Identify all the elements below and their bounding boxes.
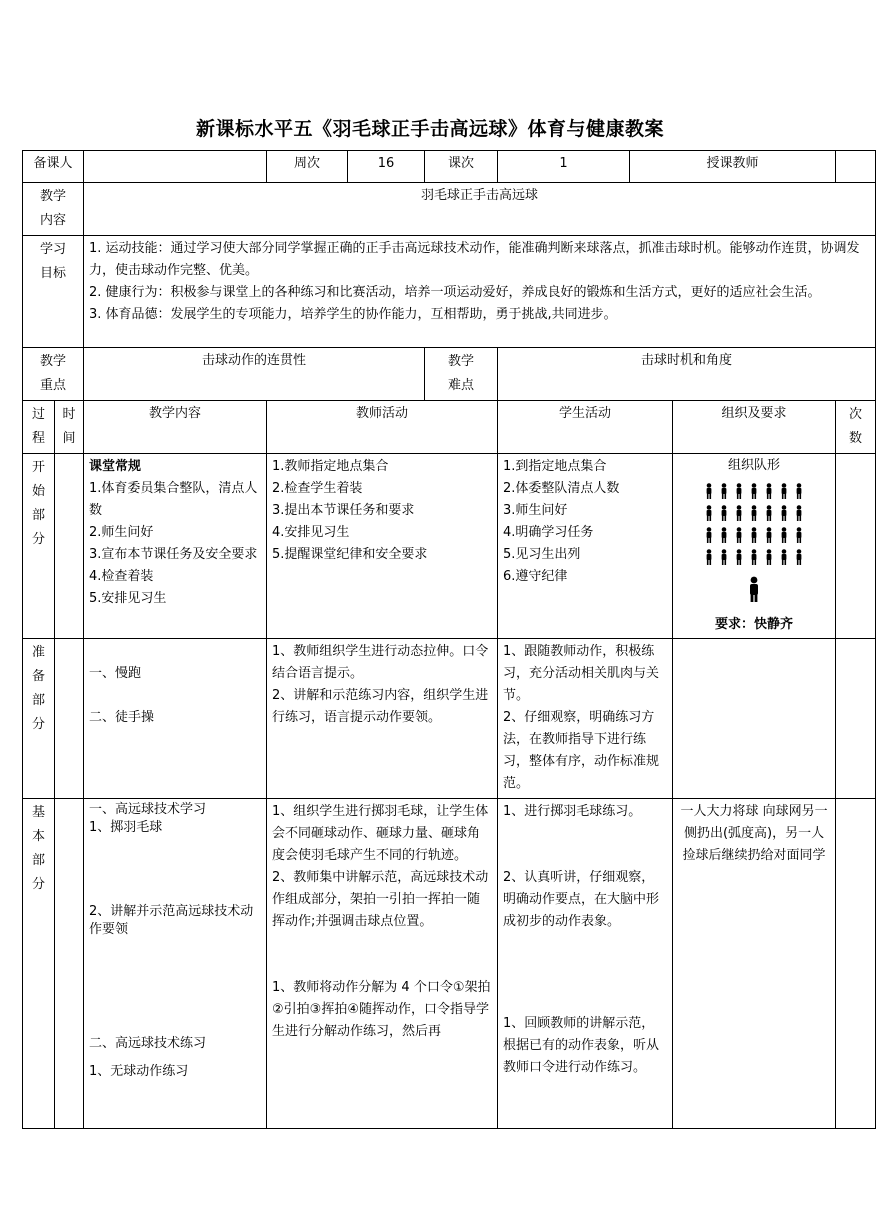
prep-organization — [673, 639, 836, 799]
prep-teacher: 1、教师组织学生进行动态拉伸。口令结合语言提示。 2、讲解和示范练习内容，组织学生进行练习，语言提示动作要领。 — [267, 639, 498, 799]
content-value: 羽毛球正手击高远球 — [84, 183, 876, 236]
basic-teacher: 1、组织学生进行掷羽毛球，让学生体会不同砸球动作、砸球力量、砸球角度会使羽毛球产生不同的行轨迹。 2、教师集中讲解示范，高远球技术动作组成部分，架拍一引拍一挥拍一随挥动作;并强调击球点位置。 1、教师将动作分解为 4 个口令①架拍②引拍③挥拍④随挥动作，口令指导学生进行分解动作练习，然后再 — [267, 799, 498, 1129]
basic-time — [55, 799, 84, 1129]
student-figure-icon — [719, 505, 729, 521]
student-figure-icon — [704, 505, 714, 521]
start-section-label: 开 始 部 分 — [23, 454, 55, 639]
student-figure-icon — [764, 549, 774, 565]
formation-title: 组织队形 — [728, 458, 781, 473]
difficulty-value: 击球时机和角度 — [498, 348, 876, 401]
basic-student: 1、进行掷羽毛球练习。 2、认真听讲，仔细观察，明确动作要点，在大脑中形成初步的动作表象。 1、回顾教师的讲解示范，根据已有的动作表象，听从教师口令进行动作练习。 — [498, 799, 673, 1129]
student-figure-icon — [749, 483, 759, 499]
column-header-row — [23, 401, 876, 454]
week-label: 周次 — [267, 151, 348, 183]
key-points-value: 击球动作的连贯性 — [84, 348, 425, 401]
prep-section-label: 准 备 部 分 — [23, 639, 55, 799]
basic-section-row — [23, 799, 876, 1129]
student-figure-icon — [749, 549, 759, 565]
start-content: 课堂常规 1.体育委员集合整队，清点人数 2.师生问好 3.宣布本节课任务及安全要求 4.检查着装 5.安排见习生 — [84, 454, 267, 639]
prep-count — [836, 639, 876, 799]
objectives-label: 学习 目标 — [23, 236, 84, 348]
difficulty-label: 教学 难点 — [425, 348, 498, 401]
teacher-label: 授课教师 — [630, 151, 836, 183]
key-points-label: 教学 重点 — [23, 348, 84, 401]
formation-row — [704, 502, 804, 524]
start-student: 1.到指定地点集合 2.体委整队清点人数 3.师生问好 4.明确学习任务 5.见习生出列 6.遵守纪律 — [498, 454, 673, 639]
prep-time — [55, 639, 84, 799]
student-figure-icon — [734, 505, 744, 521]
objectives-row — [23, 236, 876, 348]
student-figure-icon — [779, 483, 789, 499]
page-title: 新课标水平五《羽毛球正手击高远球》体育与健康教案 — [195, 118, 664, 140]
student-figure-icon — [704, 549, 714, 565]
header-row — [23, 151, 876, 183]
student-figure-icon — [704, 483, 714, 499]
col-content: 教学内容 — [84, 401, 267, 454]
student-figure-icon — [764, 527, 774, 543]
basic-section-label: 基 本 部 分 — [23, 799, 55, 1129]
objective-item: 3. 体育品德：发展学生的专项能力，培养学生的协作能力，互相帮助，勇于挑战,共同进步。 — [89, 307, 617, 322]
week-value: 16 — [348, 151, 425, 183]
teacher-figure-icon — [747, 576, 761, 610]
student-figure-icon — [719, 527, 729, 543]
formation-row — [704, 524, 804, 546]
objective-item: 2. 健康行为：积极参与课堂上的各种练习和比赛活动，培养一项运动爱好，养成良好的锻炼和生活方式，更好的适应社会生活。 — [89, 285, 821, 300]
student-figure-icon — [734, 549, 744, 565]
start-section-row — [23, 454, 876, 639]
basic-organization: 一人大力将球 向球网另一侧扔出(弧度高)，另一人捡球后继续扔给对面同学 — [673, 799, 836, 1129]
formation-requirement: 要求：快静齐 — [715, 617, 794, 632]
student-figure-icon — [764, 505, 774, 521]
student-figure-icon — [779, 527, 789, 543]
student-figure-icon — [794, 527, 804, 543]
formation-row — [704, 546, 804, 568]
formation-row — [704, 480, 804, 502]
start-time — [55, 454, 84, 639]
teacher-value — [836, 151, 876, 183]
content-label: 教学 内容 — [23, 183, 84, 236]
student-figure-icon — [749, 505, 759, 521]
preparer-label: 备课人 — [23, 151, 84, 183]
student-figure-icon — [749, 527, 759, 543]
start-count — [836, 454, 876, 639]
objectives-list — [84, 236, 876, 348]
student-figure-icon — [719, 483, 729, 499]
student-figure-icon — [764, 483, 774, 499]
student-figure-icon — [794, 505, 804, 521]
col-count: 次 数 — [836, 401, 876, 454]
student-figure-icon — [794, 483, 804, 499]
lesson-label: 课次 — [425, 151, 498, 183]
start-organization — [673, 454, 836, 639]
student-figure-icon — [734, 483, 744, 499]
formation-figure — [704, 480, 804, 568]
basic-content: 一、高远球技术学习 1、掷羽毛球 2、讲解并示范高远球技术动作要领 二、高远球技术练习 1、无球动作练习 — [84, 799, 267, 1129]
lesson-plan-table — [22, 150, 876, 1129]
basic-count — [836, 799, 876, 1129]
routine-title: 课堂常规 — [89, 459, 142, 474]
student-figure-icon — [704, 527, 714, 543]
lesson-value: 1 — [498, 151, 630, 183]
col-student: 学生活动 — [498, 401, 673, 454]
col-time: 时 间 — [55, 401, 84, 454]
start-teacher: 1.教师指定地点集合 2.检查学生着装 3.提出本节课任务和要求 4.安排见习生 5.提醒课堂纪律和安全要求 — [267, 454, 498, 639]
student-figure-icon — [794, 549, 804, 565]
prep-student: 1、跟随教师动作，积极练习，充分活动相关肌肉与关节。 2、仔细观察，明确练习方法，在教师指导下进行练习，整体有序，动作标准规范。 — [498, 639, 673, 799]
content-row — [23, 183, 876, 236]
col-process: 过 程 — [23, 401, 55, 454]
prep-section-row — [23, 639, 876, 799]
col-teacher: 教师活动 — [267, 401, 498, 454]
student-figure-icon — [734, 527, 744, 543]
objective-item: 1. 运动技能：通过学习使大部分同学掌握正确的正手击高远球技术动作，能准确判断来球落点，抓准击球时机。能够动作连贯，协调发力，使击球动作完整、优美。 — [89, 241, 860, 278]
prep-content: 一、慢跑 二、徒手操 — [84, 639, 267, 799]
key-points-row — [23, 348, 876, 401]
student-figure-icon — [719, 549, 729, 565]
col-organization: 组织及要求 — [673, 401, 836, 454]
preparer-value — [84, 151, 267, 183]
student-figure-icon — [779, 549, 789, 565]
student-figure-icon — [779, 505, 789, 521]
